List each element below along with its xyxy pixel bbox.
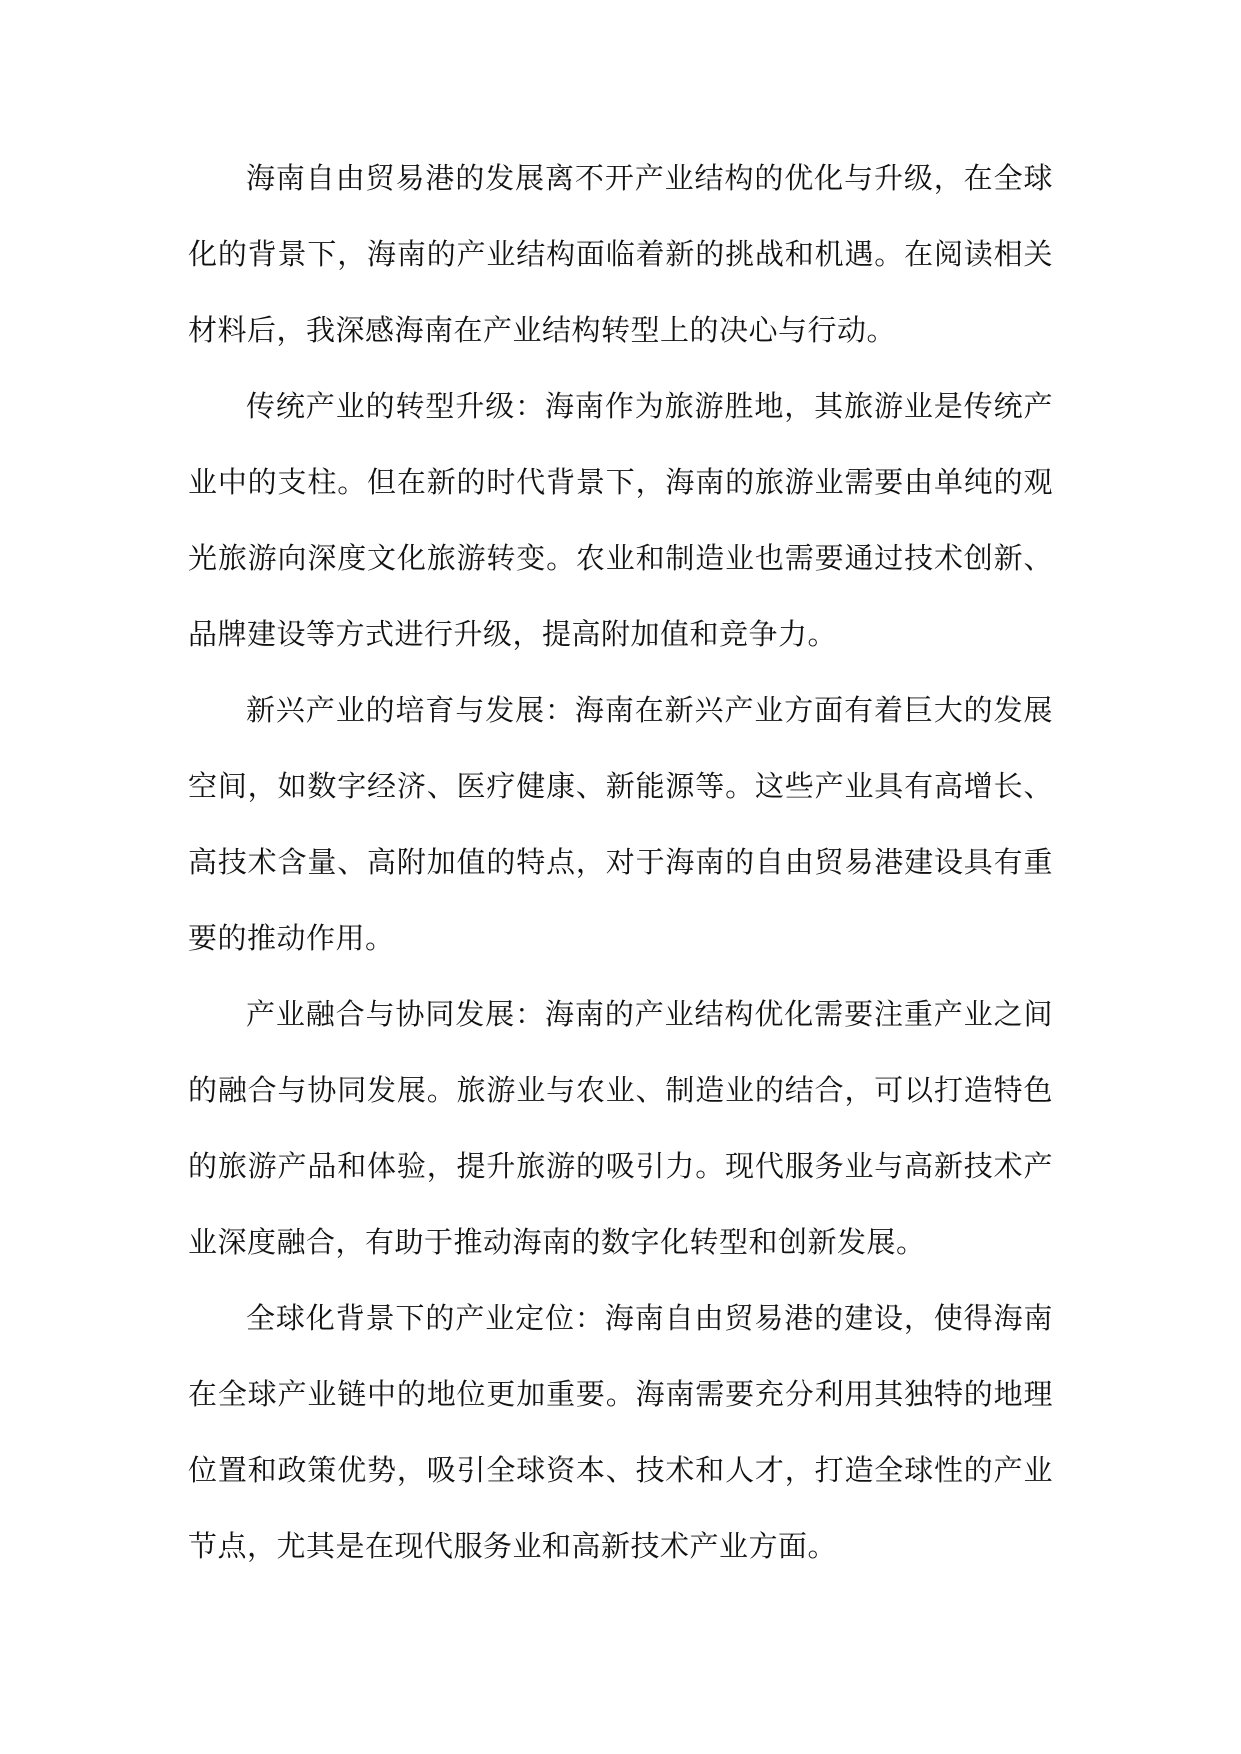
paragraph-global-positioning: 全球化背景下的产业定位：海南自由贸易港的建设，使得海南在全球产业链中的地位更加重要。海南需要充分利用其独特的地理位置和政策优势，吸引全球资本、技术和人才，打造全球性的产业节点，尤其是在现代服务业和高新技术产业方面。 (188, 1301, 1053, 1563)
paragraph-traditional-industry: 传统产业的转型升级：海南作为旅游胜地，其旅游业是传统产业中的支柱。但在新的时代背景下，海南的旅游业需要由单纯的观光旅游向深度文化旅游转变。农业和制造业也需要通过技术创新、品牌建设等方式进行升级，提高附加值和竞争力。 (188, 389, 1053, 651)
paragraph-industry-integration: 产业融合与协同发展：海南的产业结构优化需要注重产业之间的融合与协同发展。旅游业与农业、制造业的结合，可以打造特色的旅游产品和体验，提升旅游的吸引力。现代服务业与高新技术产业深度融合，有助于推动海南的数字化转型和创新发展。 (188, 997, 1053, 1259)
paragraph-intro: 海南自由贸易港的发展离不开产业结构的优化与升级，在全球化的背景下，海南的产业结构面临着新的挑战和机遇。在阅读相关材料后，我深感海南在产业结构转型上的决心与行动。 (188, 161, 1053, 347)
paragraph-emerging-industry: 新兴产业的培育与发展：海南在新兴产业方面有着巨大的发展空间，如数字经济、医疗健康、新能源等。这些产业具有高增长、高技术含量、高附加值的特点，对于海南的自由贸易港建设具有重要的推动作用。 (188, 693, 1053, 955)
document-body (188, 140, 1053, 1584)
